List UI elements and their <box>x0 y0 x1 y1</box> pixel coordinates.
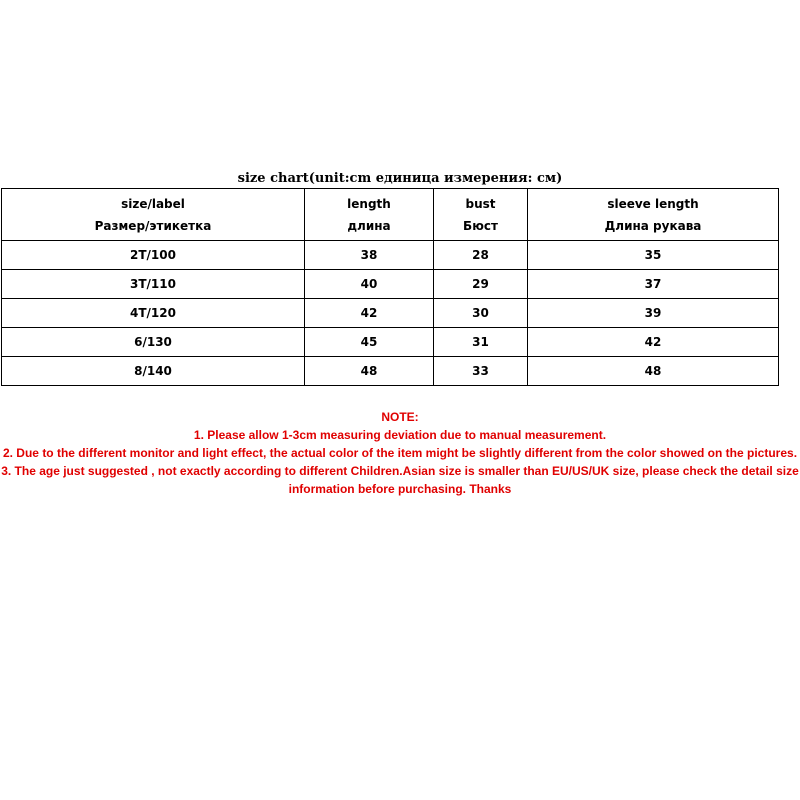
header-length <box>305 189 434 241</box>
size-chart-table <box>1 188 779 386</box>
cell-size: 2T/100 <box>2 241 305 270</box>
table-row <box>2 357 779 386</box>
header-length-en: length <box>347 196 391 211</box>
table-row <box>2 328 779 357</box>
table-header-row <box>2 189 779 241</box>
note-heading: NOTE: <box>381 410 419 424</box>
header-size-label-en: size/label <box>121 196 185 211</box>
cell-bust: 31 <box>434 328 528 357</box>
note-item: 3. The age just suggested , not exactly according to different Children.Asian size is smaller than EU/US/UK size, please check the detail size information before purchasing. Thanks <box>1 464 799 496</box>
cell-sleeve-length: 39 <box>528 299 779 328</box>
header-sleeve-length-en: sleeve length <box>607 196 699 211</box>
cell-length: 40 <box>305 270 434 299</box>
cell-bust: 29 <box>434 270 528 299</box>
cell-bust: 28 <box>434 241 528 270</box>
header-bust <box>434 189 528 241</box>
header-sleeve-length <box>528 189 779 241</box>
cell-sleeve-length: 42 <box>528 328 779 357</box>
header-sleeve-length-ru: Длина рукава <box>604 218 702 233</box>
cell-sleeve-length: 37 <box>528 270 779 299</box>
cell-length: 38 <box>305 241 434 270</box>
cell-bust: 30 <box>434 299 528 328</box>
table-row <box>2 299 779 328</box>
note-item: 2. Due to the different monitor and light effect, the actual color of the item might be slightly different from the color showed on the pictures. <box>2 446 798 460</box>
header-bust-ru: Бюст <box>463 218 498 233</box>
cell-size: 8/140 <box>2 357 305 386</box>
size-chart-title: size chart(unit:cm единица измерения: см) <box>237 171 563 186</box>
header-length-ru: длина <box>347 218 391 233</box>
table-row <box>2 241 779 270</box>
cell-sleeve-length: 48 <box>528 357 779 386</box>
header-bust-en: bust <box>465 196 496 211</box>
cell-size: 6/130 <box>2 328 305 357</box>
table-row <box>2 270 779 299</box>
notes-section <box>0 408 800 498</box>
note-item: 1. Please allow 1-3cm measuring deviation due to manual measurement. <box>193 428 607 442</box>
header-size-label <box>2 189 305 241</box>
cell-length: 42 <box>305 299 434 328</box>
cell-length: 45 <box>305 328 434 357</box>
cell-length: 48 <box>305 357 434 386</box>
cell-size: 4T/120 <box>2 299 305 328</box>
header-size-label-ru: Размер/этикетка <box>94 218 212 233</box>
cell-sleeve-length: 35 <box>528 241 779 270</box>
cell-size: 3T/110 <box>2 270 305 299</box>
cell-bust: 33 <box>434 357 528 386</box>
